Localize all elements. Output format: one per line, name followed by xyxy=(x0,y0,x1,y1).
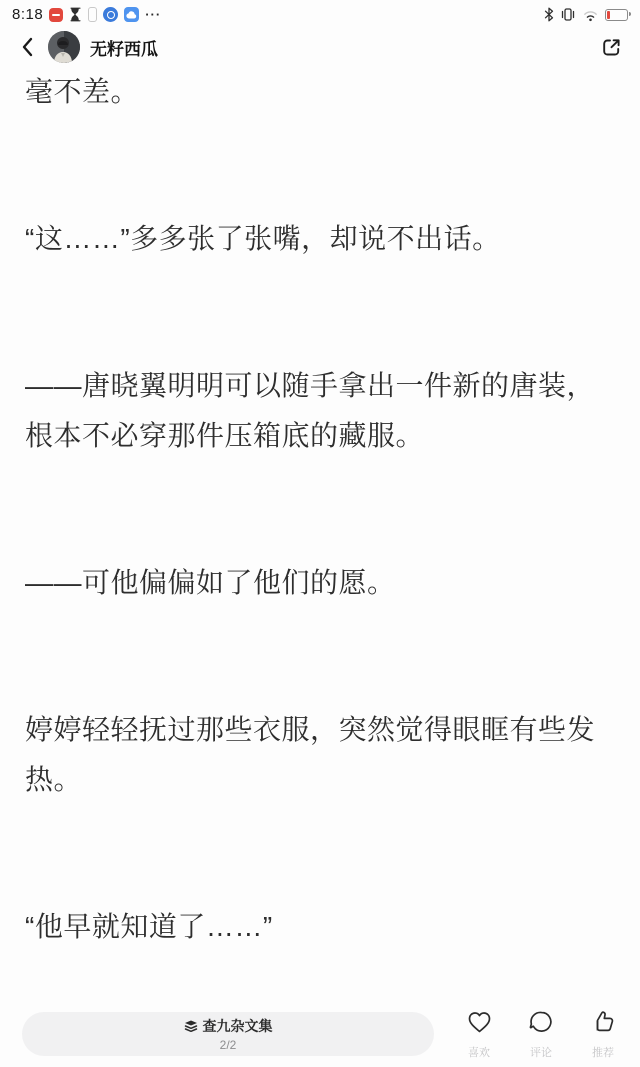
thumbs-up-icon xyxy=(590,1009,617,1040)
username[interactable]: 无籽西瓜 xyxy=(90,39,158,59)
hourglass-icon xyxy=(69,7,82,22)
footer-actions xyxy=(456,1009,626,1060)
cloud-app-icon xyxy=(124,7,139,22)
layers-icon xyxy=(184,1019,198,1033)
like-label: 喜欢 xyxy=(468,1046,490,1059)
status-time: 8:18 xyxy=(12,6,44,23)
like-button[interactable] xyxy=(456,1009,502,1060)
comment-label: 评论 xyxy=(530,1046,552,1059)
battery-icon xyxy=(605,9,628,21)
avatar[interactable] xyxy=(48,31,80,63)
share-button[interactable] xyxy=(599,35,624,60)
device-outline-icon xyxy=(88,7,97,22)
paragraph: ——唐晓翼明明可以随手拿出一件新的唐装，根本不必穿那件压箱底的藏服。 xyxy=(25,370,596,451)
paragraph: “他早就知道了……” xyxy=(25,911,273,942)
heart-icon xyxy=(466,1009,493,1040)
recommend-label: 推荐 xyxy=(592,1046,614,1059)
back-button[interactable] xyxy=(16,33,38,61)
paragraph: 毫不差。 xyxy=(25,76,140,107)
comment-button[interactable] xyxy=(518,1009,564,1060)
vibrate-icon xyxy=(560,7,576,22)
collection-pill-button[interactable] xyxy=(22,1012,434,1056)
app-blue-circle-icon xyxy=(103,7,118,22)
paragraph: “这……”多多张了张嘴，却说不出话。 xyxy=(25,223,501,254)
comment-bubble-icon xyxy=(528,1009,555,1040)
reading-content xyxy=(0,67,640,952)
more-notifications-icon: ··· xyxy=(145,6,162,22)
recommend-button[interactable] xyxy=(580,1009,626,1060)
paragraph: ——可他偏偏如了他们的愿。 xyxy=(25,567,396,598)
header xyxy=(0,27,640,67)
wifi-icon xyxy=(582,8,599,22)
footer-bar xyxy=(0,1005,640,1067)
paragraph: 婷婷轻轻抚过那些衣服，突然觉得眼眶有些发热。 xyxy=(25,714,596,795)
collection-title: 查九杂文集 xyxy=(202,1018,273,1034)
status-bar xyxy=(0,0,640,27)
notification-red-icon xyxy=(49,8,63,22)
bluetooth-icon xyxy=(544,7,554,22)
page-indicator: 2/2 xyxy=(219,1038,237,1052)
